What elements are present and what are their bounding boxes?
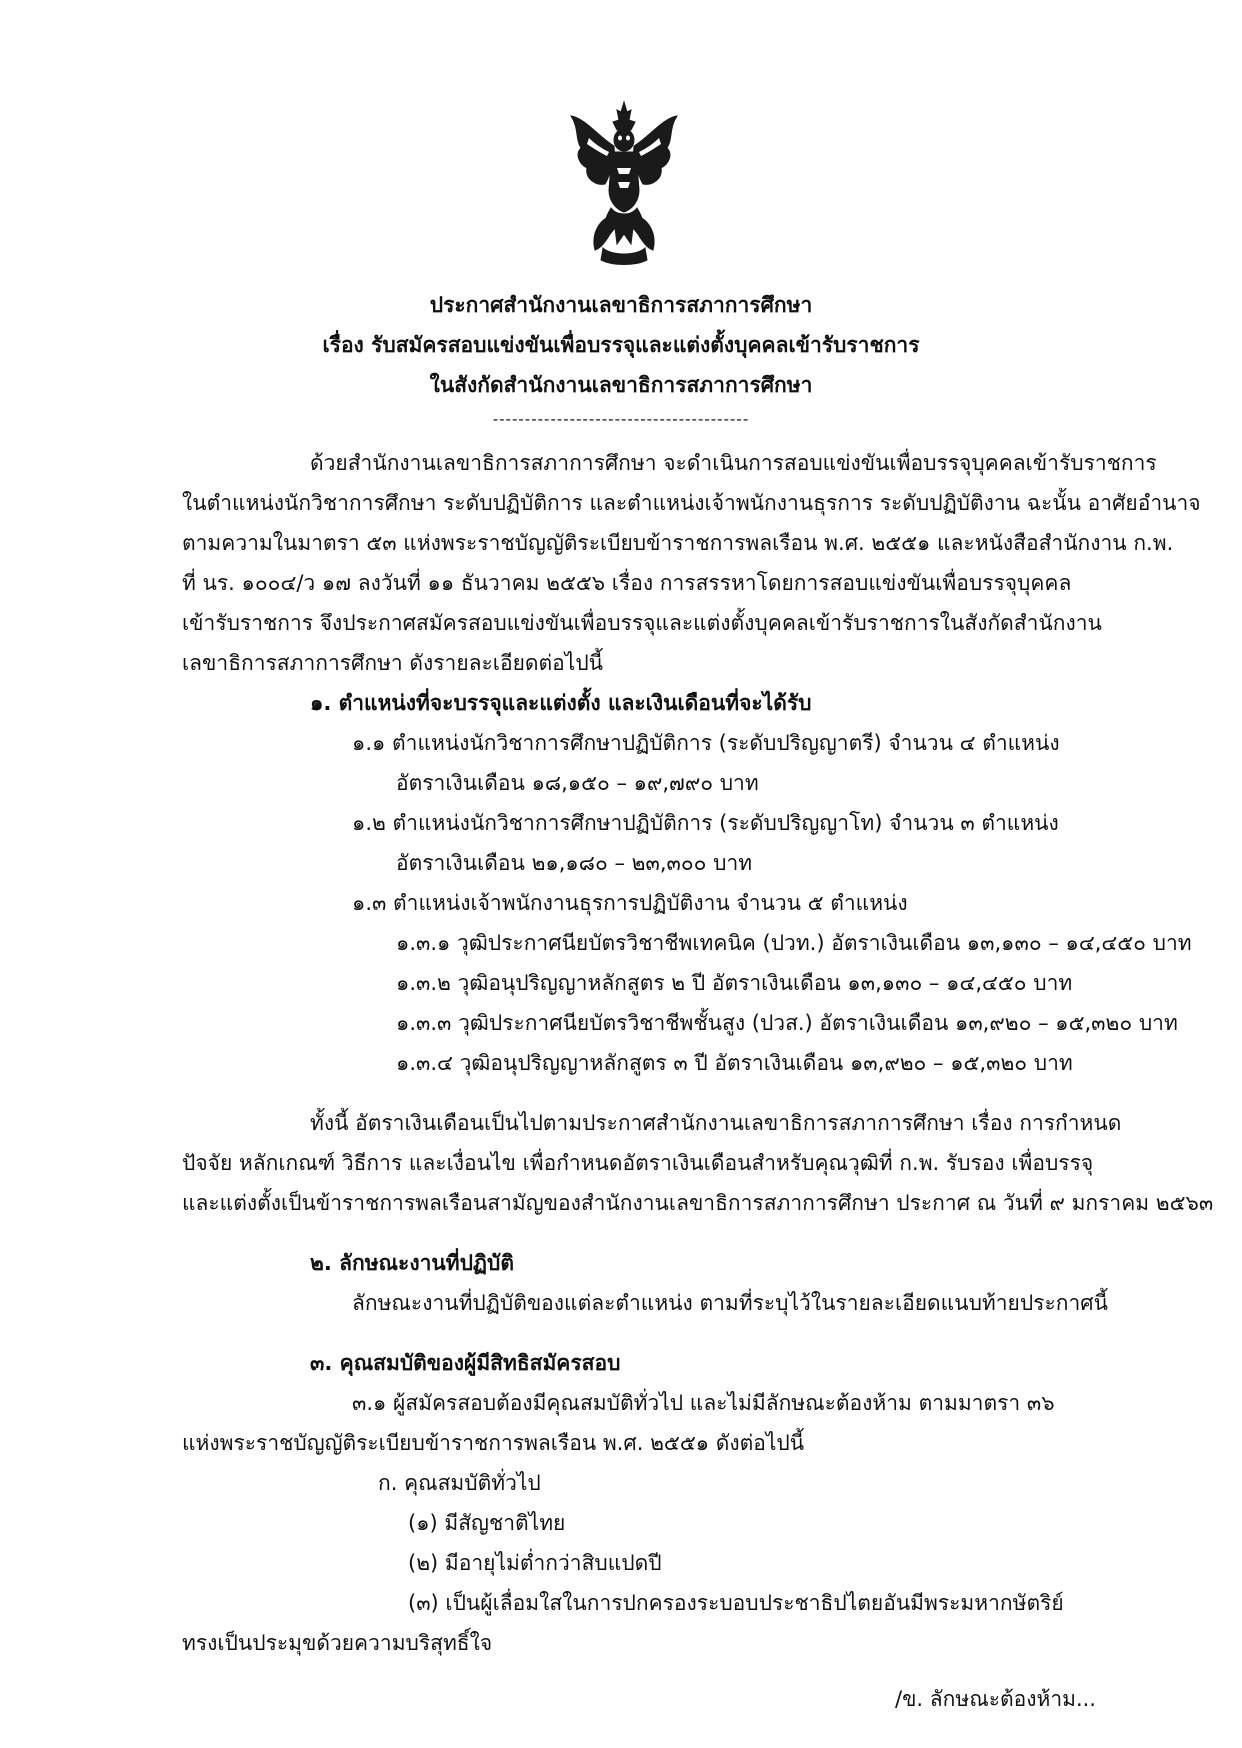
announcement-subject: เรื่อง รับสมัครสอบแข่งขันเพื่อบรรจุและแต่งตั้งบุคคลเข้ารับราชการ [322,333,920,357]
salary-note-line-3: และแต่งตั้งเป็นข้าราชการพลเรือนสามัญของสำนักงานเลขาธิการสภาการศึกษา ประกาศ ณ วันที่ ๙ มกราคม ๒๕๖๓ [182,1191,1214,1215]
qualification-2: (๒) มีอายุไม่ต่ำกว่าสิบแปดปี [408,1551,662,1575]
section-1-heading: ๑. ตำแหน่งที่จะบรรจุและแต่งตั้ง และเงินเดือนที่จะได้รับ [310,691,812,715]
intro-line-6: เลขาธิการสภาการศึกษา ดังรายละเอียดต่อไปนี้ [182,651,604,675]
item-1-3: ๑.๓ ตำแหน่งเจ้าพนักงานธุรการปฏิบัติงาน จำนวน ๕ ตำแหน่ง [352,891,908,915]
section-2-body: ลักษณะงานที่ปฏิบัติของแต่ละตำแหน่ง ตามที่ระบุไว้ในรายละเอียดแนบท้ายประกาศนี้ [352,1291,1108,1315]
item-3-1-line-1: ๓.๑ ผู้สมัครสอบต้องมีคุณสมบัติทั่วไป และไม่มีลักษณะต้องห้าม ตามมาตรา ๓๖ [352,1391,1055,1415]
item-1-1: ๑.๑ ตำแหน่งนักวิชาการศึกษาปฏิบัติการ (ระดับปริญญาตรี) จำนวน ๔ ตำแหน่ง [352,731,1060,755]
intro-line-1: ด้วยสำนักงานเลขาธิการสภาการศึกษา จะดำเนินการสอบแข่งขันเพื่อบรรจุบุคคลเข้ารับราชการ [310,451,1157,475]
garuda-emblem-icon [565,98,683,268]
title-separator: ---------------------------------------- [492,410,750,428]
continuation-marker: /ข. ลักษณะต้องห้าม... [895,1687,1096,1711]
qualification-3-line-2: ทรงเป็นประมุขด้วยความบริสุทธิ์ใจ [182,1631,493,1655]
sub-item-1-3-2: ๑.๓.๒ วุฒิอนุปริญญาหลักสูตร ๒ ปี อัตราเงินเดือน ๑๓,๑๓๐ – ๑๔,๔๕๐ บาท [396,971,1073,995]
intro-line-2: ในตำแหน่งนักวิชาการศึกษา ระดับปฏิบัติการ และตำแหน่งเจ้าพนักงานธุรการ ระดับปฏิบัติงาน ฉะนั้น อาศัยอำนาจ [182,491,1201,515]
salary-note-line-1: ทั้งนี้ อัตราเงินเดือนเป็นไปตามประกาศสำนักงานเลขาธิการสภาการศึกษา เรื่อง การกำหนด [310,1111,1122,1135]
announcement-affiliation: ในสังกัดสำนักงานเลขาธิการสภาการศึกษา [429,373,813,397]
item-3-1-line-2: แห่งพระราชบัญญัติระเบียบข้าราชการพลเรือน พ.ศ. ๒๕๕๑ ดังต่อไปนี้ [182,1431,805,1455]
sub-item-1-3-1: ๑.๓.๑ วุฒิประกาศนียบัตรวิชาชีพเทคนิค (ปวท.) อัตราเงินเดือน ๑๓,๑๓๐ – ๑๔,๔๕๐ บาท [396,931,1192,955]
sub-item-1-3-4: ๑.๓.๔ วุฒิอนุปริญญาหลักสูตร ๓ ปี อัตราเงินเดือน ๑๓,๙๒๐ – ๑๕,๓๒๐ บาท [396,1051,1073,1075]
sub-item-1-3-3: ๑.๓.๓ วุฒิประกาศนียบัตรวิชาชีพชั้นสูง (ปวส.) อัตราเงินเดือน ๑๓,๙๒๐ – ๑๕,๓๒๐ บาท [396,1011,1178,1035]
section-3-heading: ๓. คุณสมบัติของผู้มีสิทธิสมัครสอบ [310,1351,621,1375]
item-1-2: ๑.๒ ตำแหน่งนักวิชาการศึกษาปฏิบัติการ (ระดับปริญญาโท) จำนวน ๓ ตำแหน่ง [352,811,1059,835]
qualification-1: (๑) มีสัญชาติไทย [408,1511,566,1535]
salary-note-line-2: ปัจจัย หลักเกณฑ์ วิธีการ และเงื่อนไข เพื่อกำหนดอัตราเงินเดือนสำหรับคุณวุฒิที่ ก.พ. รับรอง เพื่อบรรจุ [182,1151,1094,1175]
item-1-2-salary: อัตราเงินเดือน ๒๑,๑๘๐ – ๒๓,๓๐๐ บาท [396,851,753,875]
qualification-3-line-1: (๓) เป็นผู้เลื่อมใสในการปกครองระบอบประชาธิปไตยอันมีพระมหากษัตริย์ [408,1591,1064,1615]
intro-line-5: เข้ารับราชการ จึงประกาศสมัครสอบแข่งขันเพื่อบรรจุและแต่งตั้งบุคคลเข้ารับราชการในสังกัดสำนักงาน [182,611,1102,635]
intro-line-4: ที่ นร. ๑๐๐๔/ว ๑๗ ลงวันที่ ๑๑ ธันวาคม ๒๕๕๖ เรื่อง การสรรหาโดยการสอบแข่งขันเพื่อบรรจุบุคคล [182,571,1072,595]
item-1-1-salary: อัตราเงินเดือน ๑๘,๑๕๐ – ๑๙,๗๙๐ บาท [396,771,759,795]
general-qualifications-heading: ก. คุณสมบัติทั่วไป [378,1471,541,1495]
section-2-heading: ๒. ลักษณะงานที่ปฏิบัติ [310,1251,514,1275]
announcement-title: ประกาศสำนักงานเลขาธิการสภาการศึกษา [429,293,813,317]
intro-line-3: ตามความในมาตรา ๕๓ แห่งพระราชบัญญัติระเบียบข้าราชการพลเรือน พ.ศ. ๒๕๕๑ และหนังสือสำนักงาน ก.พ. [182,531,1174,555]
